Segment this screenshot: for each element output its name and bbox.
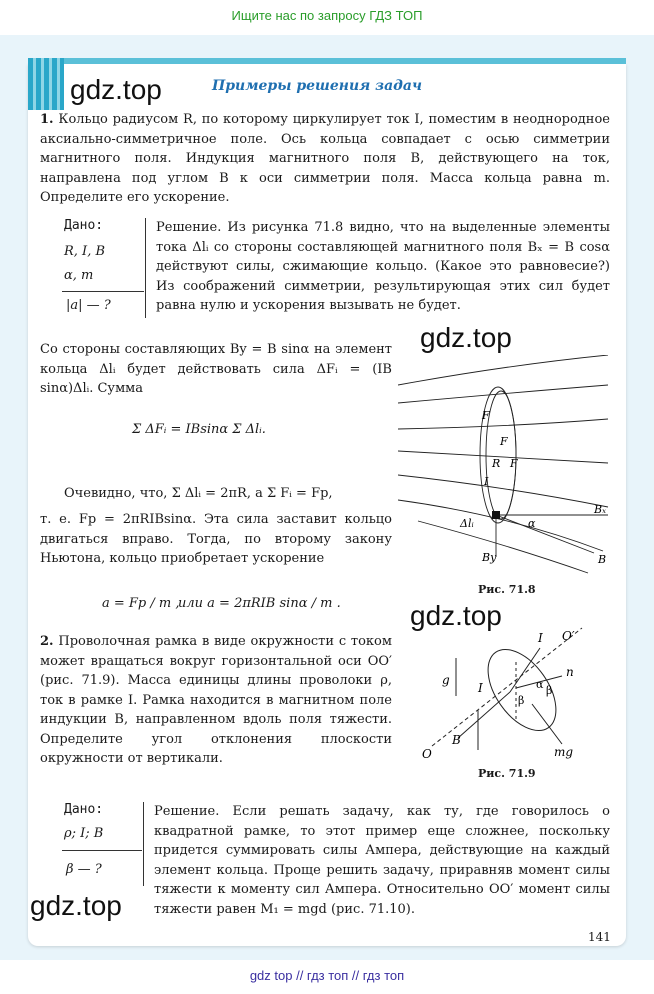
given1-label: Дано: bbox=[64, 218, 104, 233]
problem2-text: Проволочная рамка в виде окружности с током может вращаться вокруг горизонтальной оси OO′ (рис. 71.9). Масса единицы длины проволоки ρ, ток в рамке I. Рамка находится в магнитном поле индукции B, направленном вдоль поля тяжести. Определите угол отклонения плоскости окружности от вертикали. bbox=[40, 634, 392, 766]
given2-values: ρ; I; B bbox=[64, 826, 104, 841]
given2-vline bbox=[143, 802, 144, 886]
formula-accel-2: или a = 2πRIB sinα / m . bbox=[178, 596, 341, 611]
given1-find: |a| — ? bbox=[66, 298, 111, 313]
problem1-number: 1. bbox=[40, 112, 54, 127]
fig2-label-n: n bbox=[566, 665, 574, 679]
fig2-label-alpha: α bbox=[536, 678, 544, 691]
fig1-label-Bx: Bₓ bbox=[594, 503, 606, 516]
fig1-label-I: I bbox=[484, 475, 489, 488]
given1-values-2: α, m bbox=[64, 268, 94, 283]
figure-71-9 bbox=[412, 618, 618, 760]
figure-71-8-caption: Рис. 71.8 bbox=[478, 583, 536, 596]
fig1-label-alpha: α bbox=[528, 517, 536, 530]
page-number: 141 bbox=[588, 930, 611, 944]
section-title: Примеры решения задач bbox=[212, 78, 422, 94]
problem1-solution-2: Со стороны составляющих By = B sinα на элемент кольца Δlᵢ будет действовать сила ΔFᵢ = (IB sinα)Δlᵢ. Сумма bbox=[40, 342, 392, 396]
header-stripes bbox=[28, 58, 64, 110]
given2-label: Дано: bbox=[64, 802, 104, 817]
fig2-label-B: B bbox=[452, 733, 461, 747]
fig1-label-F3: F bbox=[510, 457, 518, 470]
bottom-links[interactable]: gdz top // гдз топ // гдз топ bbox=[249, 968, 405, 983]
given1-vline bbox=[145, 218, 146, 318]
fig1-label-By: By bbox=[482, 551, 497, 564]
formula-accel-1: a = Fp / m , bbox=[102, 596, 180, 611]
watermark: gdz.top bbox=[70, 74, 162, 105]
fig2-label-g: g bbox=[442, 673, 450, 687]
problem2-solution: Решение. Если решать задачу, как ту, где говорилось о квадратной рамке, то этот пример еще сложнее, поскольку придется суммировать силы Ампера, действующие на каждый элемент кольца. Проще решить задачу, приравняв момент силы тяжести к моменту сил Ампера. Относительно OO′ момент силы тяжести равен M₁ = mgd (рис. 71.10). bbox=[154, 804, 610, 917]
fig2-label-I-top: I bbox=[538, 631, 543, 645]
figure-71-8 bbox=[398, 355, 620, 577]
problem1-statement bbox=[40, 110, 610, 208]
fig1-label-dl: Δlᵢ bbox=[460, 517, 474, 530]
problem1-solution: Решение. Из рисунка 71.8 видно, что на выделенные элементы тока Δlᵢ со стороны составляющей магнитного поля Bₓ = B cosα действуют силы, сжимающие кольцо. (Какое это равновесие?) Из соображений симметрии, результирующая этих сил будет равна нулю и ускорения вызывать не будет. bbox=[156, 220, 610, 313]
top-search-link[interactable]: Ищите нас по запросу ГДЗ ТОП bbox=[231, 8, 423, 23]
formula-sum-force: Σ ΔFᵢ = IBsinα Σ Δlᵢ. bbox=[132, 422, 266, 437]
fig2-label-beta: β bbox=[546, 684, 553, 697]
watermark: gdz.top bbox=[410, 600, 502, 631]
figure-71-9-caption: Рис. 71.9 bbox=[478, 767, 536, 780]
fig2-label-O-prime: O′ bbox=[562, 629, 575, 643]
fig2-label-I: I bbox=[478, 681, 483, 695]
watermark: gdz.top bbox=[30, 890, 122, 921]
header-band bbox=[28, 58, 626, 64]
fig2-label-mg: mg bbox=[554, 745, 574, 759]
problem2-number: 2. bbox=[40, 634, 54, 649]
fig1-label-F2: F bbox=[500, 435, 508, 448]
given1-values: R, I, B bbox=[64, 244, 106, 259]
given1-divider bbox=[62, 291, 144, 292]
fig2-label-beta-2: β bbox=[518, 694, 525, 707]
watermark: gdz.top bbox=[420, 322, 512, 353]
fig1-label-R: R bbox=[492, 457, 501, 470]
problem2-statement bbox=[40, 632, 392, 769]
fig1-label-F: F bbox=[482, 409, 490, 422]
fig2-label-O: O bbox=[422, 747, 432, 760]
problem1-text: Кольцо радиусом R, по которому циркулирует ток I, поместим в неоднородное аксиально-симметричное поле. Ось кольца совпадает с осью симметрии магнитного поля. Индукция магнитного поля B, действующего на ток, направлена под углом B к оси симметрии поля. Масса кольца равна m. Определите его ускорение. bbox=[40, 112, 610, 205]
given2-find: β — ? bbox=[66, 862, 102, 877]
given2-divider bbox=[62, 850, 142, 851]
fig1-label-B: B bbox=[598, 553, 607, 566]
problem1-solution-3b: т. е. Fp = 2πRIBsinα. Эта сила заставит кольцо двигаться вправо. Тогда, по второму закону Ньютона, кольцо приобретает ускорение bbox=[40, 512, 392, 566]
problem1-solution-3a: Очевидно, что, Σ Δlᵢ = 2πR, a Σ Fᵢ = Fp, bbox=[64, 486, 333, 501]
